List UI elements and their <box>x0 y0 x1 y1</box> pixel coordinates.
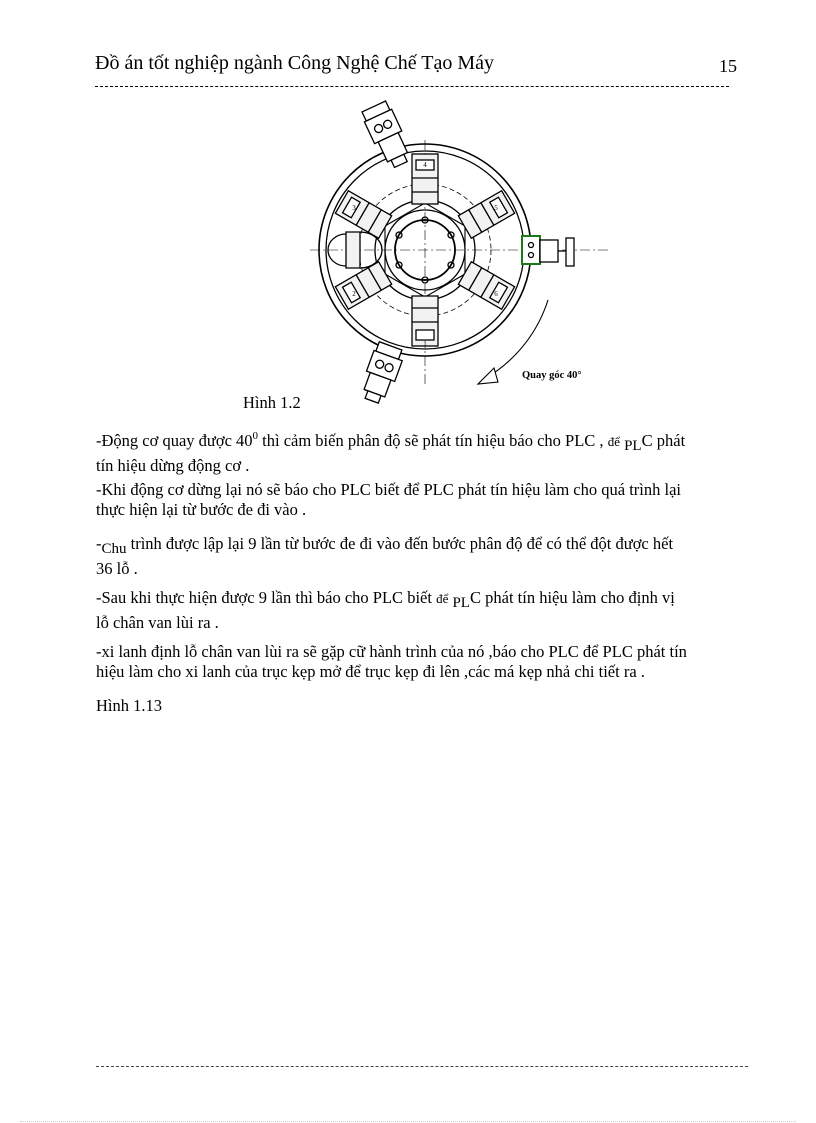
p1-text-d: PL <box>624 438 642 454</box>
p2-line-2: thực hiện lại từ bước đe đi vào . <box>96 500 307 519</box>
footer-divider <box>96 1066 748 1067</box>
paragraph-3 <box>96 534 776 579</box>
p4-text-d: C phát tín hiệu làm cho định vị <box>469 588 675 607</box>
p3-text-b: Chu <box>101 541 127 557</box>
svg-text:4: 4 <box>423 161 427 169</box>
document-header-title: Đồ án tốt nghiệp ngành Công Nghệ Chế Tạo Máy <box>95 52 495 74</box>
p3-text-a: - <box>96 534 102 553</box>
p5-line-1: -xi lanh định lỗ chân van lùi ra sẽ gặp cữ hành trình của nó ,báo cho PLC để PLC phát tín <box>96 642 687 661</box>
svg-text:5: 5 <box>494 204 498 212</box>
svg-text:6: 6 <box>494 290 498 298</box>
p3-text-c: trình được lập lại 9 lần từ bước đe đi vào đến bước phân độ để có thể đột được hết <box>126 534 674 553</box>
p2-line-1: -Khi động cơ dừng lại nó sẽ báo cho PLC biết để PLC phát tín hiệu làm cho quá trình lại <box>96 480 681 499</box>
p6-line-1: Hình 1.13 <box>96 696 162 715</box>
paragraph-2 <box>96 480 776 520</box>
page-edge-divider <box>20 1121 796 1122</box>
svg-text:1: 1 <box>423 340 427 348</box>
p1-text-e: C phát <box>641 431 686 450</box>
rotation-label: Quay góc 40° <box>522 370 582 381</box>
p1-line-2: tín hiệu dừng động cơ . <box>96 456 250 475</box>
paragraph-4 <box>96 588 776 633</box>
indexing-table-diagram <box>310 100 610 412</box>
p4-line-2: lỗ chân van lùi ra . <box>96 613 219 632</box>
p4-text-b: để <box>436 591 449 606</box>
paragraph-6 <box>96 696 776 716</box>
paragraph-1 <box>96 426 776 476</box>
superscript-degree: 0 <box>252 430 259 442</box>
p1-text-a: -Động cơ quay được 40 <box>96 431 253 450</box>
p3-line-2: 36 lỗ . <box>96 559 138 578</box>
p1-text-b: thì cảm biến phân độ sẽ phát tín hiệu báo cho PLC , <box>258 431 608 450</box>
figure-caption: Hình 1.2 <box>243 393 301 412</box>
page-number: 15 <box>719 56 737 76</box>
p5-line-2: hiệu làm cho xi lanh của trục kẹp mở để trục kẹp đi lên ,các má kẹp nhả chi tiết ra . <box>96 662 645 681</box>
p4-text-c: PL <box>452 595 470 611</box>
p4-text-a: -Sau khi thực hiện được 9 lần thì báo cho PLC biết <box>96 588 437 607</box>
p1-text-c: để <box>607 434 620 449</box>
svg-text:2: 2 <box>352 290 356 298</box>
paragraph-5 <box>96 642 776 682</box>
svg-text:3: 3 <box>352 204 356 212</box>
header-divider <box>95 86 729 87</box>
